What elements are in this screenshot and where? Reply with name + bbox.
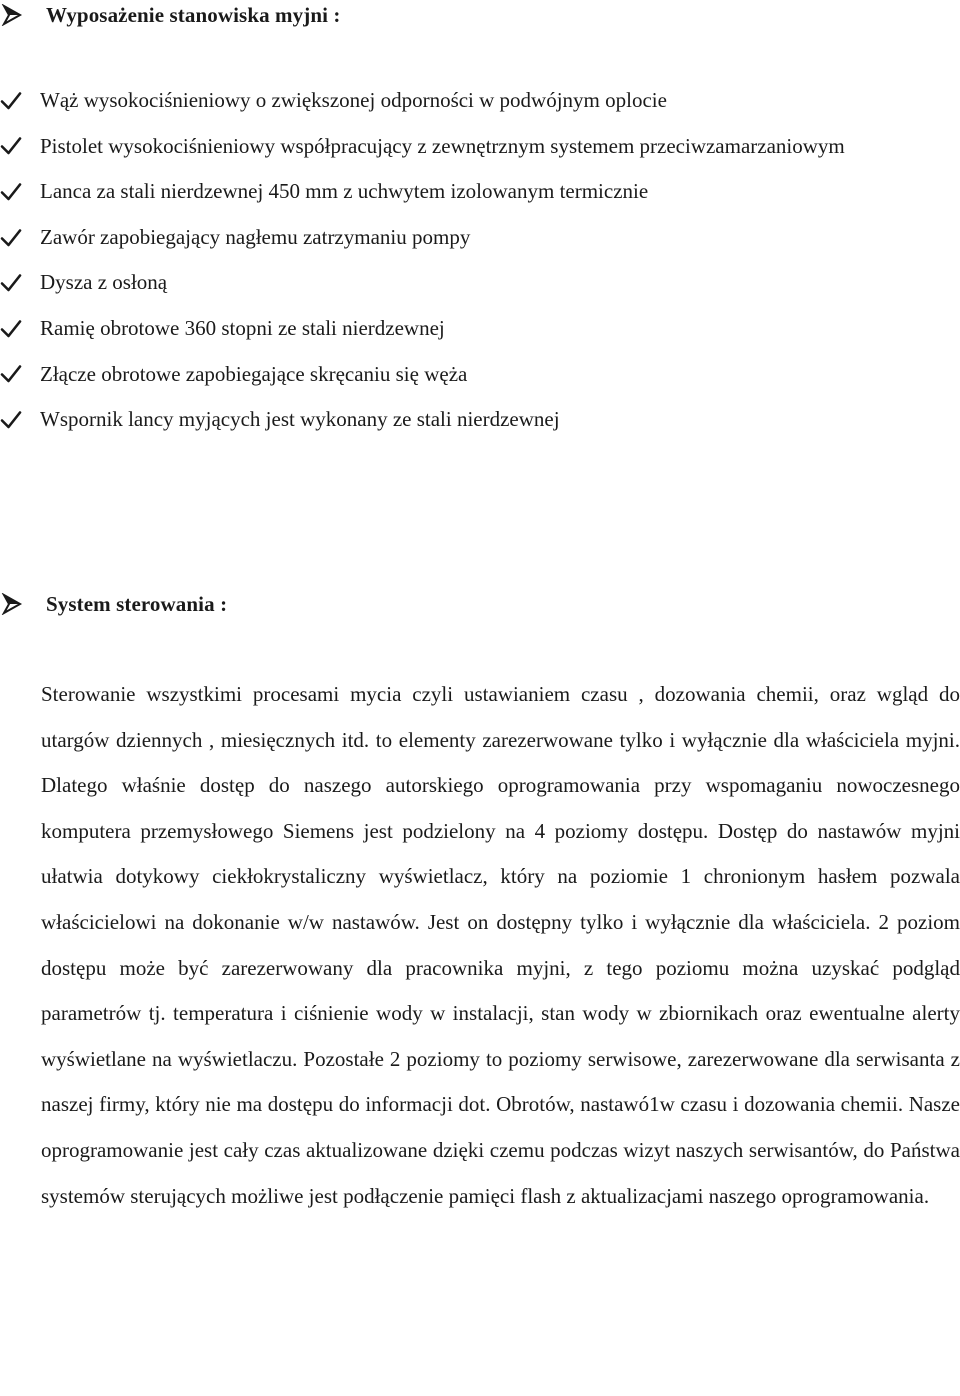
- checkmark-icon: [0, 215, 40, 261]
- list-item-text: Pistolet wysokociśnieniowy współpracujący z zewnętrznym systemem przeciwzamarzaniowym: [40, 133, 845, 158]
- equipment-list: [0, 78, 960, 443]
- list-item-text: Ramię obrotowe 360 stopni ze stali nierdzewnej: [40, 315, 445, 340]
- list-item: [0, 78, 960, 124]
- list-item-text: Wspornik lancy myjących jest wykonany ze stali nierdzewnej: [40, 407, 560, 432]
- checkmark-icon: [0, 78, 40, 124]
- checkmark-icon: [0, 306, 40, 352]
- checkmark-icon: [0, 260, 40, 306]
- list-item-text: Dysza z osłoną: [40, 270, 168, 295]
- list-item: [0, 306, 960, 352]
- control-heading-text: System sterowania :: [46, 591, 228, 616]
- list-item-text: Złącze obrotowe zapobiegające skręcaniu się węża: [40, 361, 468, 386]
- arrowhead-bullet-icon: [0, 589, 46, 619]
- list-item: [0, 169, 960, 215]
- checkmark-icon: [0, 352, 40, 398]
- list-item-text: Zawór zapobiegający nagłemu zatrzymaniu pompy: [40, 224, 471, 249]
- checkmark-icon: [0, 397, 40, 443]
- list-item: [0, 352, 960, 398]
- control-description: Sterowanie wszystkimi procesami mycia czyli ustawianiem czasu , dozowania chemii, oraz wgląd do utargów dziennych , miesięcznych itd. to elementy zarezerwowane tylko i wyłącznie dla właściciela myjni. Dlatego właśnie dostęp do naszego autorskiego oprogramowania przy wspomaganiu nowoczesnego komputera przemysłowego Siemens jest podzielony na 4 poziomy dostępu. Dostęp do nastawów myjni ułatwia dotykowy ciekłokrystaliczny wyświetlacz, który na poziomie 1 chronionym hasłem pozwala właścicielowi na dokonanie w/w nastawów. Jest on dostępny tylko i wyłącznie dla właściciela. 2 poziom dostępu może być zarezerwowany dla pracownika myjni, z tego poziomu można uzyskać podgląd parametrów tj. temperatura i ciśnienie wody w instalacji, stan wody w zbiornikach oraz ewentualne alerty wyświetlane na wyświetlaczu. Pozostałe 2 poziomy to poziomy serwisowe, zarezerwowane dla serwisanta z naszej firmy, który nie ma dostępu do informacji dot. Obrotów, nastawó1w czasu i dozowania chemii. Nasze oprogramowanie jest cały czas aktualizowane dzięki czemu podczas wizyt naszych serwisantów, do Państwa systemów sterujących możliwe jest podłączenie pamięci flash z aktualizacjami naszego oprogramowania.: [41, 682, 960, 1208]
- list-item: [0, 215, 960, 261]
- equipment-heading-text: Wyposażenie stanowiska myjni :: [46, 2, 341, 27]
- control-heading: [0, 589, 227, 619]
- checkmark-icon: [0, 124, 40, 170]
- checkmark-icon: [0, 169, 40, 215]
- list-item: [0, 124, 960, 170]
- arrowhead-bullet-icon: [0, 0, 46, 30]
- list-item: [0, 397, 960, 443]
- equipment-heading: [0, 0, 341, 30]
- list-item: [0, 260, 960, 306]
- list-item-text: Lanca za stali nierdzewnej 450 mm z uchwytem izolowanym termicznie: [40, 179, 649, 204]
- list-item-text: Wąż wysokociśnieniowy o zwiększonej odporności w podwójnym oplocie: [40, 88, 667, 112]
